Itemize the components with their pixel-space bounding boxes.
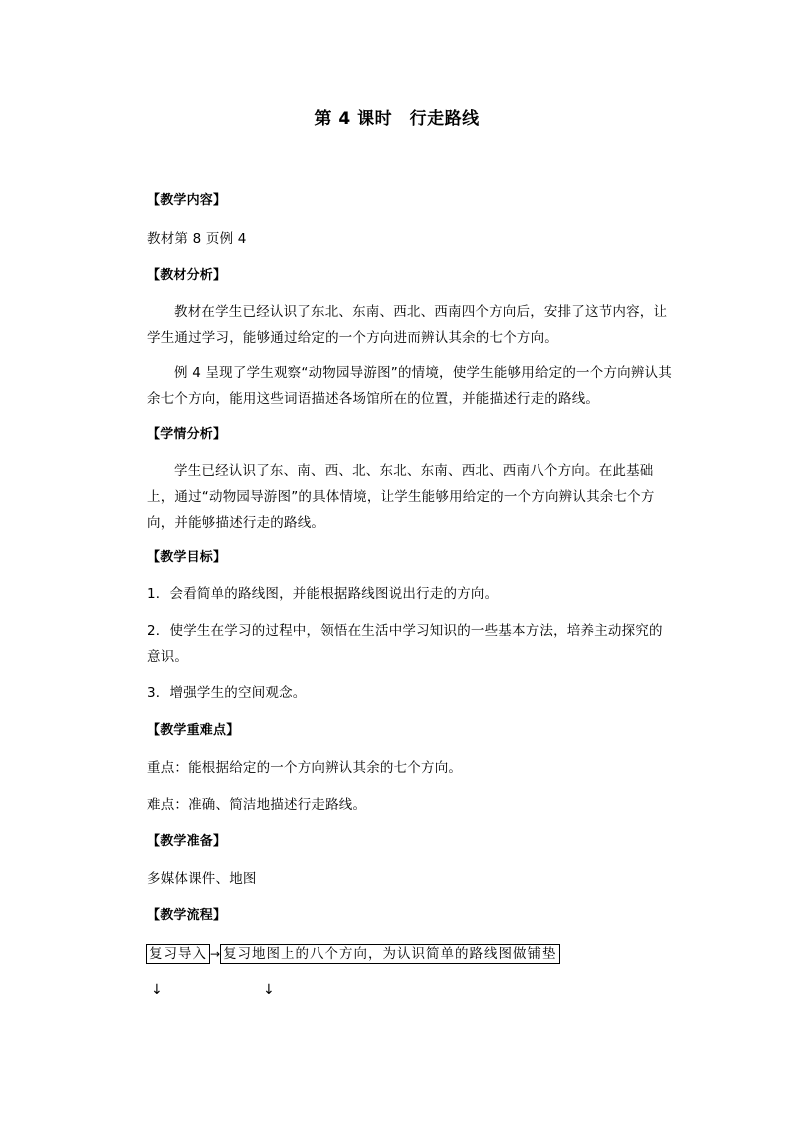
section-heading-keypoints: 【教学重难点】 [147, 723, 240, 738]
section-heading-content: 【教学内容】 [147, 193, 227, 208]
goal-item-1: 1．会看简单的路线图，并能根据路线图说出行走的方向。 [147, 586, 499, 602]
difficult-point: 难点：准确、简洁地描述行走路线。 [147, 797, 367, 813]
goal-item-2: 2．使学生在学习的过程中，领悟在生活中学习知识的一些基本方法，培养主动探究的意识。 [147, 623, 663, 665]
analysis-paragraph-1: 教材在学生已经认识了东北、东南、西北、西南四个方向后，安排了这节内容，让学生通过学习，能够通过给定的一个方向进而辨认其余的七个方向。 [147, 304, 668, 346]
section-heading-prep: 【教学准备】 [147, 834, 227, 849]
flow-arrow-right-icon: → [210, 947, 221, 961]
content-text: 教材第 8 页例 4 [147, 231, 247, 247]
section-heading-goals: 【教学目标】 [147, 550, 227, 565]
flow-step-label-box: 复习导入 [146, 944, 210, 964]
flow-chart-row [146, 944, 560, 964]
flow-step-desc-box: 复习地图上的八个方向，为认识简单的路线图做铺垫 [220, 944, 560, 964]
section-heading-analysis: 【教材分析】 [147, 268, 227, 283]
situation-paragraph: 学生已经认识了东、南、西、北、东北、东南、西北、西南八个方向。在此基础上，通过“动物园导游图”的具体情境，让学生能够用给定的一个方向辨认其余七个方向，并能够描述行走的路线。 [147, 463, 655, 531]
analysis-paragraph-2: 例 4 呈现了学生观察“动物园导游图”的情境，使学生能够用给定的一个方向辨认其余七个方向，能用这些词语描述各场馆所在的位置，并能描述行走的路线。 [147, 365, 672, 407]
goal-item-3: 3．增强学生的空间观念。 [147, 685, 307, 701]
section-heading-situation: 【学情分析】 [147, 427, 227, 442]
key-point: 重点：能根据给定的一个方向辨认其余的七个方向。 [147, 760, 463, 776]
page-title: 第 4 课时 行走路线 [314, 109, 480, 129]
prep-text: 多媒体课件、地图 [147, 871, 257, 887]
section-heading-flow: 【教学流程】 [147, 908, 227, 923]
flow-down-arrow-icon: ↓ [151, 982, 163, 998]
flow-down-arrow-icon: ↓ [263, 982, 275, 998]
